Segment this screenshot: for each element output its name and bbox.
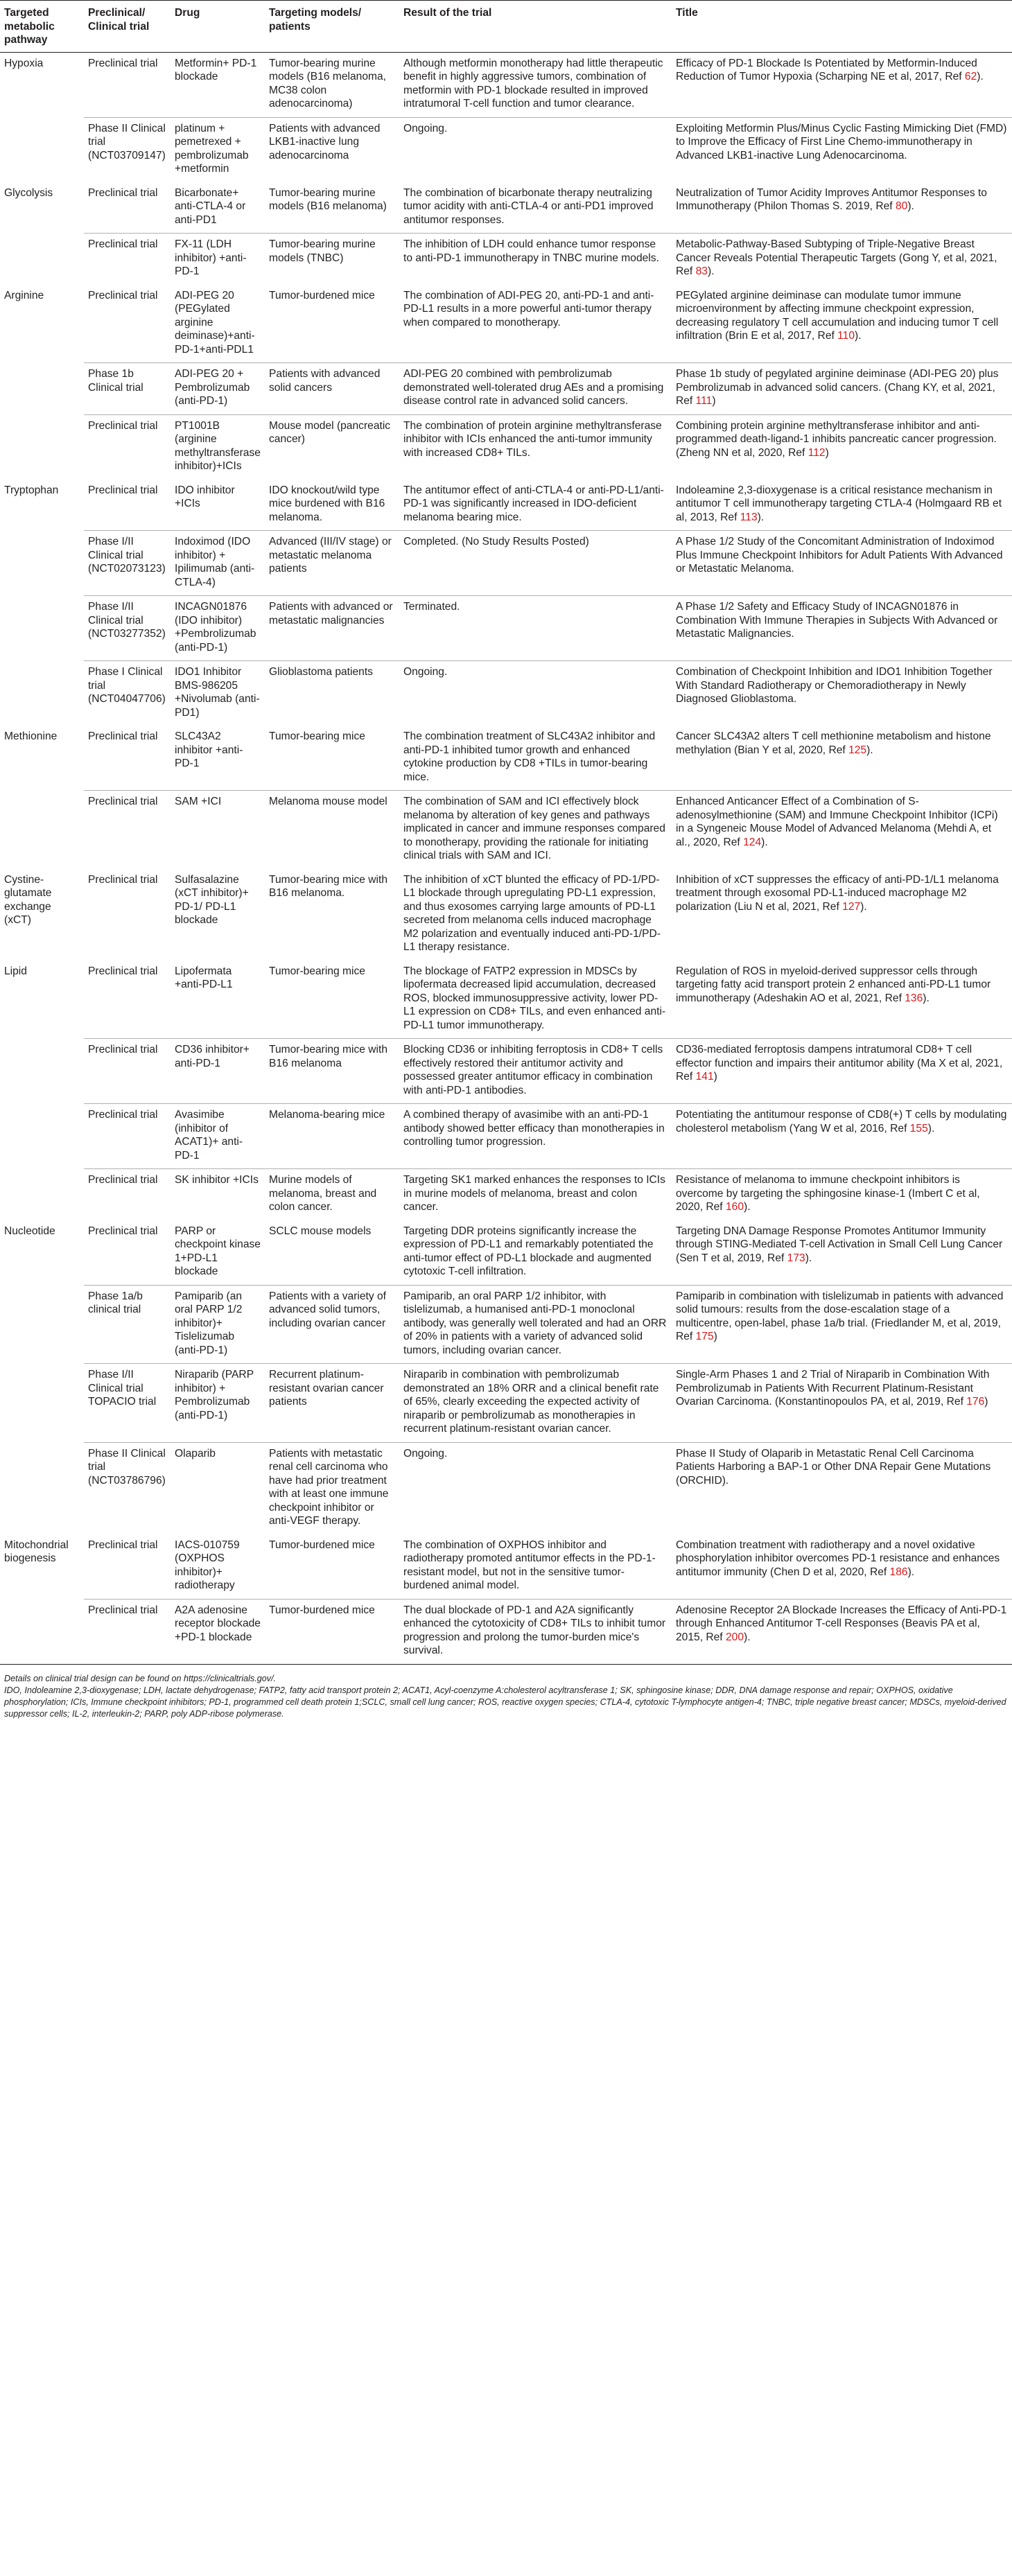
- cell-drug: INCAGN01876 (IDO inhibitor) +Pembrolizumab (anti-PD-1): [171, 596, 265, 661]
- cell-models: Mouse model (pancreatic cancer): [265, 414, 399, 480]
- cell-title: [672, 1104, 1012, 1169]
- table-row: [0, 363, 1012, 415]
- cell-result: The inhibition of xCT blunted the efficacy of PD-1/PD-L1 blockade through upregulating PD-L1 expression, and thus exosomes carrying large amounts of PD-L1 secreted from melanoma cells induced macrophage M2 polarization and eventually induced anti-PD-1/PD-L1 therapy resistance.: [403, 873, 661, 953]
- cell-title: [672, 1220, 1012, 1286]
- table-row: [0, 480, 1012, 531]
- reference-link[interactable]: 110: [837, 330, 855, 342]
- header-title: Title: [672, 1, 1012, 53]
- title-suffix: ).: [907, 1566, 915, 1578]
- table-footnote: [4, 1673, 1006, 1720]
- reference-link[interactable]: 124: [743, 836, 762, 848]
- cell-models: Advanced (III/IV stage) or metastatic melanoma patients: [265, 531, 399, 596]
- cell-trial: Phase 1b Clinical trial: [84, 363, 171, 415]
- title-text: Phase 1b study of pegylated arginine deiminase (ADI-PEG 20) plus Pembrolizumab in advanced solid cancers. (Chang KY, et al, 2021, Ref: [676, 368, 999, 407]
- cell-pathway: Cystine-glutamate exchange (xCT): [4, 873, 52, 926]
- cell-result: The combination of protein arginine methyltransferase inhibitor with ICIs enhanced the anti-tumor immunity with increased CD8+ TILs.: [399, 414, 672, 480]
- cell-trial: Phase I/II Clinical trial (NCT03277352): [84, 596, 171, 661]
- cell-models: Tumor-bearing mice with B16 melanoma: [265, 1039, 399, 1104]
- cell-pathway: Hypoxia: [0, 52, 84, 182]
- footnote-details: Details on clinical trial design can be found on https://clinicaltrials.gov/.: [4, 1673, 277, 1683]
- cell-drug: SK inhibitor +ICIs: [171, 1169, 265, 1220]
- cell-trial: Phase I/II Clinical trial TOPACIO trial: [84, 1364, 171, 1443]
- cell-title: [672, 869, 1012, 961]
- cell-trial: Preclinical trial: [84, 414, 171, 480]
- cell-trial: Preclinical trial: [84, 1104, 171, 1169]
- title-text: Potentiating the antitumour response of CD8(+) T cells by modulating cholesterol metabolism (Yang W et al, 2016, Ref: [676, 1109, 1007, 1134]
- cell-result: The dual blockade of PD-1 and A2A significantly enhanced the cytotoxicity of CD8+ TILs to inhibit tumor progression and prolong the tumor-burden mice's survival.: [399, 1599, 672, 1664]
- cell-models: Tumor-bearing mice with B16 melanoma.: [269, 873, 388, 899]
- cell-trial: Preclinical trial: [88, 289, 158, 301]
- cell-title: [672, 285, 1012, 363]
- reference-link[interactable]: 173: [787, 1252, 805, 1264]
- table-row: [0, 117, 1012, 182]
- cell-drug: Bicarbonate+ anti-CTLA-4 or anti-PD1: [175, 186, 246, 226]
- reference-link[interactable]: 141: [695, 1071, 714, 1083]
- cell-title: [672, 1169, 1012, 1220]
- cell-trial: Preclinical trial: [84, 1039, 171, 1104]
- reference-link[interactable]: 155: [909, 1122, 928, 1134]
- cell-result: The inhibition of LDH could enhance tumor response to anti-PD-1 immunotherapy in TNBC murine models.: [399, 234, 672, 285]
- reference-link[interactable]: 80: [895, 200, 908, 212]
- title-text: Neutralization of Tumor Acidity Improves Antitumor Responses to Immunotherapy (Philon Thomas S. 2019, Ref: [676, 186, 987, 212]
- cell-drug: IDO1 Inhibitor BMS-986205 +Nivolumab (anti-PD1): [171, 661, 265, 726]
- table-row: [0, 1169, 1012, 1220]
- title-text: Combining protein arginine methyltransferase inhibitor and anti-programmed death-ligand-1 inhibits pancreatic cancer progression. (Zheng NN et al, 2020, Ref: [676, 419, 997, 459]
- header-pathway: Targeted metabolic pathway: [0, 1, 84, 53]
- cell-trial: Preclinical trial: [84, 234, 171, 285]
- table-row: [0, 182, 1012, 234]
- cell-title: [672, 234, 1012, 285]
- table-row: [0, 1364, 1012, 1443]
- cell-models: Glioblastoma patients: [265, 661, 399, 726]
- table-row: [0, 869, 1012, 961]
- cell-trial: Preclinical trial: [84, 791, 171, 869]
- title-suffix: ).: [923, 992, 930, 1004]
- table-row: [0, 52, 1012, 117]
- cell-trial: Preclinical trial: [88, 1539, 158, 1551]
- cell-trial: Preclinical trial: [88, 484, 158, 496]
- cell-title: [672, 531, 1012, 596]
- table-row: [0, 1220, 1012, 1286]
- cell-models: IDO knockout/wild type mice burdened with B16 melanoma.: [269, 484, 385, 523]
- title-suffix: ): [713, 1331, 717, 1342]
- title-suffix: ): [712, 395, 716, 407]
- cell-models: Tumor-bearing mice: [269, 965, 365, 977]
- cell-models: Tumor-bearing murine models (TNBC): [265, 234, 399, 285]
- cell-title: [672, 1599, 1012, 1664]
- cell-title: [672, 726, 1012, 791]
- cell-drug: Olaparib: [171, 1442, 265, 1534]
- table-row: [0, 1534, 1012, 1600]
- cell-pathway: Mitochondrial biogenesis: [0, 1534, 84, 1665]
- cell-pathway: Tryptophan: [4, 484, 59, 496]
- cell-trial: Preclinical trial: [88, 1225, 158, 1237]
- reference-link[interactable]: 127: [842, 900, 861, 913]
- cell-trial: Phase II Clinical trial (NCT03786796): [84, 1442, 171, 1534]
- cell-trial: Preclinical trial: [88, 965, 158, 977]
- reference-link[interactable]: 111: [695, 395, 713, 407]
- table-row: [0, 234, 1012, 285]
- reference-link[interactable]: 176: [966, 1396, 985, 1408]
- cell-drug: Pamiparib (an oral PARP 1/2 inhibitor)+ Tislelizumab (anti-PD-1): [171, 1285, 265, 1364]
- cell-result: The combination of bicarbonate therapy neutralizing tumor acidity with anti-CTLA-4 or anti-PD1 improved antitumor responses.: [403, 186, 654, 226]
- cell-title: [672, 1534, 1012, 1600]
- cell-result: Terminated.: [399, 596, 672, 661]
- title-text: A Phase 1/2 Study of the Concomitant Administration of Indoximod Plus Immune Checkpoint Inhibitors for Adult Patients With Advanced or Metastatic Melanoma.: [676, 536, 1003, 575]
- title-suffix: ).: [977, 71, 984, 82]
- title-text: Efficacy of PD-1 Blockade Is Potentiated by Metformin-Induced Reduction of Tumor Hypoxia (Scharping NE et al, 2017, Ref: [676, 57, 977, 82]
- cell-pathway: Nucleotide: [4, 1225, 55, 1237]
- cell-drug: Metformin+ PD-1 blockade: [171, 52, 265, 117]
- reference-link[interactable]: 125: [848, 744, 867, 756]
- cell-title: [672, 52, 1012, 117]
- table-row: [0, 726, 1012, 791]
- cell-trial: Preclinical trial: [88, 186, 158, 199]
- table-row: [0, 596, 1012, 661]
- cell-result: Completed. (No Study Results Posted): [399, 531, 672, 596]
- cell-models: Patients with a variety of advanced solid tumors, including ovarian cancer: [265, 1285, 399, 1364]
- cell-result: The combination of ADI-PEG 20, anti-PD-1 and anti-PD-L1 results in a more powerful anti-tumor therapy when compared to monotherapy.: [403, 289, 654, 328]
- title-text: Regulation of ROS in myeloid-derived suppressor cells through targeting fatty acid transport protein 2 enhanced anti-PD-L1 tumor immunotherapy (Adeshakin AO et al, 2021, Ref: [676, 965, 991, 1004]
- cell-drug: Indoximod (IDO inhibitor) + Ipilimumab (anti-CTLA-4): [171, 531, 265, 596]
- title-text: Single-Arm Phases 1 and 2 Trial of Niraparib in Combination With Pembrolizumab in Patients With Recurrent Platinum-Resistant Ovarian Carcinoma. (Konstantinopoulos PA, et al, 2019, Ref: [676, 1369, 990, 1408]
- reference-link[interactable]: 175: [695, 1331, 714, 1342]
- cell-models: Recurrent platinum-resistant ovarian cancer patients: [265, 1364, 399, 1443]
- header-row: [0, 1, 1012, 53]
- cell-drug: Avasimibe (inhibitor of ACAT1)+ anti-PD-1: [171, 1104, 265, 1169]
- title-text: CD36-mediated ferroptosis dampens intratumoral CD8+ T cell effector function and impairs their antitumor ability (Ma X et al, 2021, Ref: [676, 1044, 1003, 1083]
- header-result: Result of the trial: [399, 1, 672, 53]
- cell-drug: SAM +ICI: [171, 791, 265, 869]
- table-row: [0, 414, 1012, 480]
- cell-drug: Niraparib (PARP inhibitor) + Pembrolizumab (anti-PD-1): [171, 1364, 265, 1443]
- cell-drug: Sulfasalazine (xCT inhibitor)+ PD-1/ PD-L1 blockade: [175, 873, 249, 926]
- title-text: Resistance of melanoma to immune checkpoint inhibitors is overcome by targeting the sphingosine kinase-1 (Imbert C et al, 2020, Ref: [676, 1174, 980, 1213]
- cell-title: [672, 480, 1012, 531]
- title-text: Adenosine Receptor 2A Blockade Increases the Efficacy of Anti-PD-1 through Enhanced Antitumor T-cell Responses (Beavis PA et al, 2015, Ref: [676, 1604, 1007, 1643]
- title-text: Phase II Study of Olaparib in Metastatic Renal Cell Carcinoma Patients Harboring a BAP-1 or Other DNA Repair Gene Mutations (ORCHID).: [676, 1447, 991, 1487]
- cell-title: [672, 1285, 1012, 1364]
- cell-result: ADI-PEG 20 combined with pembrolizumab demonstrated well-tolerated drug AEs and a promising disease control rate in advanced solid cancers.: [399, 363, 672, 415]
- cell-drug: ADI-PEG 20 (PEGylated arginine deiminase)+anti-PD-1+anti-PDL1: [175, 289, 255, 356]
- reference-link[interactable]: 186: [889, 1566, 908, 1578]
- cell-result: Blocking CD36 or inhibiting ferroptosis in CD8+ T cells effectively restored their antitumor activity and possessed greater antitumor efficacy in combination with anti-PD-1 antibodies.: [399, 1039, 672, 1104]
- title-text: Cancer SLC43A2 alters T cell methionine metabolism and histone methylation (Bian Y et al, 2020, Ref: [676, 730, 991, 756]
- cell-drug: Lipofermata +anti-PD-L1: [175, 965, 233, 990]
- cell-drug: PARP or checkpoint kinase 1+PD-L1 blockade: [175, 1225, 261, 1277]
- title-text: Pamiparib in combination with tislelizumab in patients with advanced solid tumours: results from the dose-escalation stage of a multicentre, open-label, phase 1a/b trial. (Friedlander M, et al, 2019, Ref: [676, 1290, 1004, 1342]
- title-suffix: ).: [744, 1201, 751, 1213]
- cell-drug: SLC43A2 inhibitor +anti-PD-1: [175, 730, 243, 769]
- title-text: Combination of Checkpoint Inhibition and IDO1 Inhibition Together With Standard Radiotherapy or Chemoradiotherapy in Newly Diagnosed Glioblastoma.: [676, 666, 993, 705]
- cell-drug: CD36 inhibitor+ anti-PD-1: [171, 1039, 265, 1104]
- cell-trial: Preclinical trial: [88, 873, 158, 886]
- title-suffix: ).: [744, 1631, 751, 1643]
- title-suffix: ).: [707, 265, 715, 277]
- cell-result: Pamiparib, an oral PARP 1/2 inhibitor, with tislelizumab, a humanised anti-PD-1 monoclonal antibody, was generally well tolerated and had an ORR of 20% in patients with a variety of advanced solid tumors, including ovarian cancer.: [399, 1285, 672, 1364]
- cell-drug: FX-11 (LDH inhibitor) +anti-PD-1: [171, 234, 265, 285]
- cell-trial: Preclinical trial: [84, 1599, 171, 1664]
- header-trial: Preclinical/ Clinical trial: [84, 1, 171, 53]
- table-row: [0, 1039, 1012, 1104]
- cell-result: Ongoing.: [399, 1442, 672, 1534]
- cell-title: [672, 1039, 1012, 1104]
- title-text: Enhanced Anticancer Effect of a Combination of S-adenosylmethionine (SAM) and Immune Checkpoint Inhibitor (ICPi) in a Syngeneic Mouse Model of Advanced Melanoma (Mehdi A, et al., 2020, Ref: [676, 796, 998, 848]
- cell-title: [672, 961, 1012, 1039]
- title-text: Indoleamine 2,3-dioxygenase is a critical resistance mechanism in antitumor T cell immunotherapy targeting CTLA-4 (Holmgaard RB et al, 2013, Ref: [676, 484, 1002, 523]
- cell-result: The antitumor effect of anti-CTLA-4 or anti-PD-L1/anti-PD-1 was significantly increased in IDO-deficient melanoma bearing mice.: [403, 484, 664, 523]
- cell-result: The blockage of FATP2 expression in MDSCs by lipofermata decreased lipid accumulation, decreased ROS, blocked immunosuppressive activity, lower PD-L1 expression on CD8+ TILs, and even enhanced anti-PD-L1 tumor immunotherapy.: [403, 965, 666, 1031]
- cell-result: Niraparib in combination with pembrolizumab demonstrated an 18% ORR and a clinical benefit rate of 65%, clearly exceeding the expected activity of niraparib or pembrolizumab as monotherapies in recurrent platinum-resistant ovarian cancer.: [399, 1364, 672, 1443]
- reference-link[interactable]: 200: [725, 1631, 744, 1643]
- reference-link[interactable]: 136: [905, 992, 923, 1004]
- cell-trial: Preclinical trial: [84, 1169, 171, 1220]
- cell-models: Tumor-bearing mice: [269, 730, 365, 742]
- cell-models: Tumor-bearing murine models (B16 melanoma, MC38 colon adenocarcinoma): [265, 52, 399, 117]
- cell-models: Patients with advanced LKB1-inactive lung adenocarcinoma: [265, 117, 399, 182]
- cell-result: Targeting SK1 marked enhances the responses to ICIs in murine models of melanoma, breast and colon cancer.: [399, 1169, 672, 1220]
- title-suffix: ).: [866, 744, 873, 756]
- cell-models: SCLC mouse models: [269, 1225, 372, 1237]
- cell-drug: platinum + pemetrexed + pembrolizumab +metformin: [171, 117, 265, 182]
- reference-link[interactable]: 83: [695, 265, 708, 277]
- cell-pathway: Lipid: [4, 965, 27, 977]
- table-row: [0, 1104, 1012, 1169]
- title-text: Combination treatment with radiotherapy and a novel oxidative phosphorylation inhibitor overcomes PD-1 resistance and enhances antitumor immunity (Chen D et al, 2020, Ref: [676, 1539, 1000, 1578]
- cell-trial: Preclinical trial: [88, 730, 158, 742]
- reference-link[interactable]: 160: [725, 1201, 744, 1213]
- cell-result: The combination treatment of SLC43A2 inhibitor and anti-PD-1 inhibited tumor growth and enhanced cytokine production by CD8 +TILs in tumor-bearing mice.: [403, 730, 656, 783]
- cell-drug: ADI-PEG 20 + Pembrolizumab (anti-PD-1): [171, 363, 265, 415]
- title-suffix: ).: [927, 1122, 935, 1134]
- cell-result: Although metformin monotherapy had little therapeutic benefit in highly aggressive tumors, combination of metformin with PD-1 blockade resulted in improved intratumoral T-cell function and tumor clearance.: [399, 52, 672, 117]
- title-suffix: ).: [907, 200, 914, 212]
- table-row: [0, 791, 1012, 869]
- cell-result: The combination of SAM and ICI effectively block melanoma by alteration of key genes and pathways implicated in cancer and immune responses compared to monotherapy, providing the rationale for initiating clinical trials with SAM and ICI.: [399, 791, 672, 869]
- cell-title: [672, 1364, 1012, 1443]
- table-row: [0, 1285, 1012, 1364]
- cell-models: Tumor-burdened mice: [269, 289, 375, 301]
- title-suffix: ).: [761, 836, 768, 848]
- header-models: Targeting models/ patients: [265, 1, 399, 53]
- cell-models: Patients with advanced or metastatic malignancies: [265, 596, 399, 661]
- table-row: [0, 661, 1012, 726]
- cell-result: Targeting DDR proteins significantly increase the expression of PD-L1 and remarkably potentiated the anti-tumor effect of PD-L1 blockade and augmented cytotoxic T-cell infiltration.: [403, 1225, 654, 1277]
- cell-models: Tumor-burdened mice: [269, 1539, 375, 1551]
- reference-link[interactable]: 113: [740, 511, 758, 523]
- header-drug: Drug: [171, 1, 265, 53]
- title-suffix: ).: [855, 330, 862, 342]
- cell-title: [672, 414, 1012, 480]
- cell-title: [672, 1442, 1012, 1534]
- reference-link[interactable]: 62: [964, 71, 977, 82]
- reference-link[interactable]: 112: [808, 446, 826, 459]
- table-row: [0, 1599, 1012, 1664]
- title-suffix: ).: [805, 1252, 812, 1264]
- cell-pathway: Arginine: [4, 289, 44, 301]
- cell-models: Tumor-burdened mice: [265, 1599, 399, 1664]
- table-row: [0, 531, 1012, 596]
- cell-drug: PT1001B (arginine methyltransferase inhibitor)+ICIs: [171, 414, 265, 480]
- cell-result: A combined therapy of avasimibe with an anti-PD-1 antibody showed better efficacy than monotherapies in controlling tumor progression.: [399, 1104, 672, 1169]
- cell-trial: Phase I Clinical trial (NCT04047706): [84, 661, 171, 726]
- title-text: Targeting DNA Damage Response Promotes Antitumor Immunity through STING-Mediated T-cell Activation in Small Cell Lung Cancer (Sen T et al, 2019, Ref: [676, 1225, 1003, 1264]
- cell-trial: Phase 1a/b clinical trial: [84, 1285, 171, 1364]
- cell-models: Melanoma mouse model: [265, 791, 399, 869]
- table-row: [0, 1442, 1012, 1534]
- cell-title: [672, 661, 1012, 726]
- cell-pathway: Glycolysis: [4, 186, 53, 199]
- cell-title: [672, 596, 1012, 661]
- table-row: [0, 961, 1012, 1039]
- cell-trial: Phase II Clinical trial (NCT03709147): [84, 117, 171, 182]
- cell-models: Melanoma-bearing mice: [265, 1104, 399, 1169]
- title-suffix: ): [984, 1396, 988, 1408]
- title-text: A Phase 1/2 Safety and Efficacy Study of INCAGN01876 in Combination With Immune Therapies in Subjects With Advanced or Metastatic Malignancies.: [676, 601, 998, 640]
- title-text: Metabolic-Pathway-Based Subtyping of Triple-Negative Breast Cancer Reveals Potential Therapeutic Targets (Gong Y, et al, 2021, Ref: [676, 238, 997, 277]
- footnote-abbreviations: IDO, Indoleamine 2,3-dioxygenase; LDH, lactate dehydrogenase; FATP2, fatty acid transport protein 2; ACAT1, Acyl-coenzyme A:cholesterol acyltransferase 1; SK, sphingosine kinase; DDR, DNA damage response and repair; OXPHOS, oxidative phosphorylation; ICIs, Immune checkpoint inhibitors; PD-1, programmed cell death protein 1;SCLC, small cell lung cancer; ROS, reactive oxygen species; CTLA-4, cytotoxic T-lymphocyte antigen-4; TNBC, triple negative breast cancer; MDSCs, myeloid-derived suppressor cells; IL-2, interleukin-2; PARP, poly ADP-ribose polymerase.: [4, 1685, 1006, 1719]
- cell-models: Patients with advanced solid cancers: [265, 363, 399, 415]
- cell-pathway: Methionine: [4, 730, 58, 742]
- title-text: Inhibition of xCT suppresses the efficacy of anti-PD-1/L1 melanoma treatment through exosomal PD-L1-induced macrophage M2 polarization (Liu N et al, 2021, Ref: [676, 873, 999, 913]
- cell-models: Murine models of melanoma, breast and colon cancer.: [265, 1169, 399, 1220]
- cell-trial: Preclinical trial: [84, 52, 171, 117]
- cell-drug: IDO inhibitor +ICIs: [175, 484, 235, 509]
- table-row: [0, 285, 1012, 363]
- title-suffix: ): [713, 1071, 717, 1083]
- table-body: [0, 52, 1012, 1664]
- cell-result: Ongoing.: [399, 117, 672, 182]
- cell-title: [672, 182, 1012, 234]
- cell-result: The combination of OXPHOS inhibitor and radiotherapy promoted antitumor effects in the PD-1-resistant model, but not in the sensitive tumor-burdened animal model.: [403, 1539, 656, 1591]
- cell-title: [672, 791, 1012, 869]
- title-text: Exploiting Metformin Plus/Minus Cyclic Fasting Mimicking Diet (FMD) to Improve the Efficacy of First Line Chemo-immunotherapy in Advanced LKB1-inactive Lung Adenocarcinoma.: [676, 122, 1007, 161]
- cell-drug: A2A adenosine receptor blockade +PD-1 blockade: [171, 1599, 265, 1664]
- cell-models: Patients with metastatic renal cell carcinoma who have had prior treatment with at least one immune checkpoint inhibitor or anti-VEGF therapy.: [265, 1442, 399, 1534]
- cell-drug: IACS-010759 (OXPHOS inhibitor)+ radiotherapy: [175, 1539, 240, 1591]
- cell-title: [672, 117, 1012, 182]
- title-text: PEGylated arginine deiminase can modulate tumor immune microenvironment by affecting immune checkpoint expression, decreasing regulatory T cell accumulation and inducing tumor T cell infiltration (Brin E et al, 2017, Ref: [676, 289, 999, 342]
- cell-result: Ongoing.: [399, 661, 672, 726]
- title-suffix: ): [825, 446, 829, 459]
- title-suffix: ).: [860, 900, 867, 913]
- cell-models: Tumor-bearing murine models (B16 melanoma): [269, 186, 387, 212]
- title-suffix: ).: [757, 511, 765, 523]
- cell-title: [672, 363, 1012, 415]
- cell-trial: Phase I/II Clinical trial (NCT02073123): [84, 531, 171, 596]
